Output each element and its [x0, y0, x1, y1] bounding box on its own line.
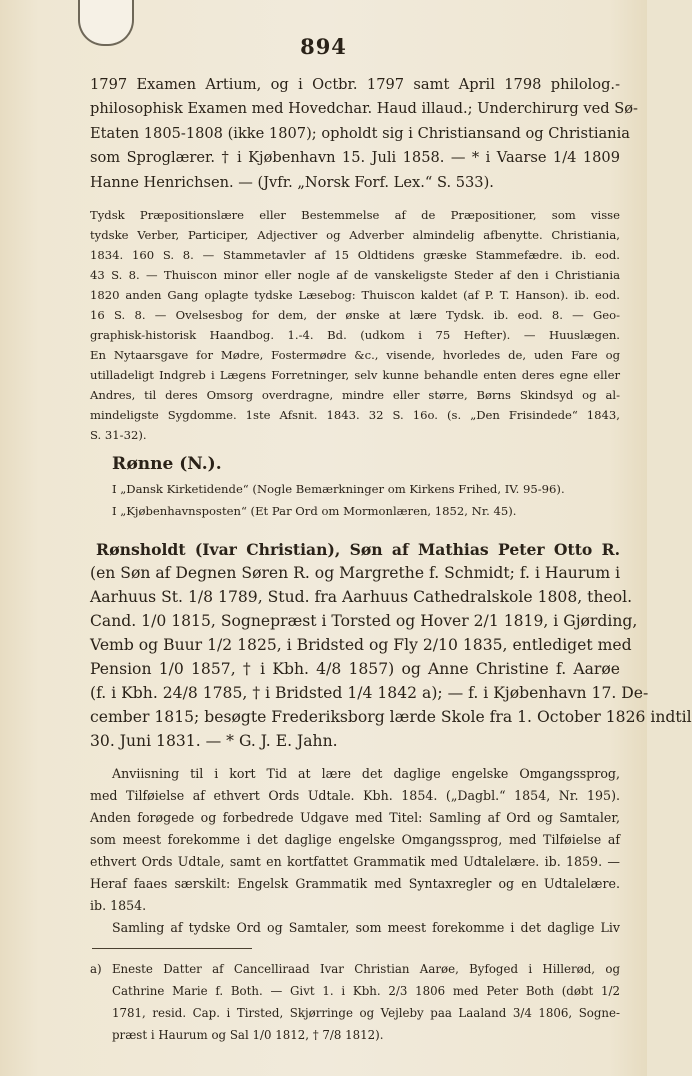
text-line: Andres, til deres Omsorg overdragne, mindre eller større, Børns Skindsyd og al-: [90, 388, 620, 402]
text-line: Anden forøgede og forbedrede Udgave med Titel: Samling af Ord og Samtaler,: [90, 810, 620, 825]
text-line: Pension 1/0 1857, † i Kbh. 4/8 1857) og Anne Christine f. Aarøe: [90, 660, 620, 678]
footnote-line: Cathrine Marie f. Both. — Givt 1. i Kbh. 2/3 1806 med Peter Both (døbt 1/2: [112, 984, 620, 998]
text-line: som meest forekomme i det daglige engelske Omgangssprog, med Tilføielse af: [90, 832, 620, 847]
footnote-line: 1781, resid. Cap. i Tirsted, Skjørringe og Vejleby paa Laaland 3/4 1806, Sogne-: [112, 1006, 620, 1020]
footnote-rule: [92, 948, 252, 949]
text-line: philosophisk Examen med Hovedchar. Haud illaud.; Underchirurg ved Sø-: [90, 100, 638, 117]
text-line: Aarhuus St. 1/8 1789, Stud. fra Aarhuus Cathedralskole 1808, theol.: [90, 588, 633, 606]
text-line: Vemb og Buur 1/2 1825, i Bridsted og Fly 2/10 1835, entlediget med: [90, 636, 632, 654]
footnote-line: a) Eneste Datter af Cancelliraad Ivar Christian Aarøe, Byfoged i Hillerød, og: [90, 962, 620, 976]
text-line: Heraf faaes særskilt: Engelsk Grammatik med Syntaxregler og en Udtalelære.: [90, 876, 620, 891]
text-line: utilladeligt Indgreb i Lægens Forretninger, selv kunne behandle enten deres egne eller: [90, 368, 620, 382]
text-line: Hanne Henrichsen. — (Jvfr. „Norsk Forf. Lex.“ S. 533).: [90, 174, 494, 191]
text-line: 1820 anden Gang oplagte tydske Læsebog: Thuiscon kaldet (af P. T. Hanson). ib. eod.: [90, 288, 620, 302]
text-line: Samling af tydske Ord og Samtaler, som meest forekomme i det daglige Liv: [112, 920, 620, 935]
text-line: mindeligste Sygdomme. 1ste Afsnit. 1843. 32 S. 16o. (s. „Den Frisindede“ 1843,: [90, 408, 620, 422]
text-line: 43 S. 8. — Thuiscon minor eller nogle af de vanskeligste Steder af den i Christiania: [90, 268, 620, 282]
footnote-line: præst i Haurum og Sal 1/0 1812, † 7/8 1812).: [112, 1028, 384, 1042]
text-line: 16 S. 8. — Ovelsesbog for dem, der ønske at lære Tydsk. ib. eod. 8. — Geo-: [90, 308, 620, 322]
entry-heading: Rønsholdt (Ivar Christian), Søn af Mathias Peter Otto R.: [96, 540, 620, 559]
text-line: I „Dansk Kirketidende“ (Nogle Bemærkninger om Kirkens Frihed, IV. 95-96).: [112, 482, 565, 496]
text-line: I „Kjøbenhavnsposten“ (Et Par Ord om Mormonlæren, 1852, Nr. 45).: [112, 504, 517, 518]
text-line: (f. i Kbh. 24/8 1785, † i Bridsted 1/4 1842 a); — f. i Kjøbenhavn 17. De-: [90, 684, 649, 702]
text-line: 1834. 160 S. 8. — Stammetavler af 15 Oldtidens græske Stammefædre. ib. eod.: [90, 248, 620, 262]
text-line: med Tilføielse af ethvert Ords Udtale. Kbh. 1854. („Dagbl.“ 1854, Nr. 195).: [90, 788, 620, 803]
text-line: cember 1815; besøgte Frederiksborg lærde Skole fra 1. October 1826 indtil: [90, 708, 692, 726]
text-line: ib. 1854.: [90, 898, 147, 913]
text-line: ethvert Ords Udtale, samt en kortfattet Grammatik med Udtalelære. ib. 1859. —: [90, 854, 620, 869]
text-line: Cand. 1/0 1815, Sognepræst i Torsted og Hover 2/1 1819, i Gjørding,: [90, 612, 638, 630]
text-line: som Sproglærer. † i Kjøbenhavn 15. Juli 1858. — * i Vaarse 1/4 1809: [90, 149, 620, 166]
entry-heading: Rønne (N.).: [112, 454, 222, 474]
text-line: Tydsk Præpositionslære eller Bestemmelse af de Præpositioner, som visse: [90, 208, 620, 222]
text-line: En Nytaarsgave for Mødre, Fostermødre &c., visende, hvorledes de, uden Fare og: [90, 348, 620, 362]
text-line: graphisk-historisk Haandbog. 1.-4. Bd. (udkom i 75 Hefter). — Huuslægen.: [90, 328, 620, 342]
text-line: tydske Verber, Participer, Adjectiver og Adverber almindelig afbenytte. Christiania,: [90, 228, 620, 242]
text-line: 1797 Examen Artium, og i Octbr. 1797 samt April 1798 philolog.-: [90, 76, 620, 93]
page-number: 894: [300, 34, 347, 59]
text-line: 30. Juni 1831. — * G. J. E. Jahn.: [90, 732, 338, 750]
text-line: S. 31-32).: [90, 428, 147, 442]
text-line: Etaten 1805-1808 (ikke 1807); opholdt sig i Christiansand og Christiania: [90, 125, 630, 142]
text-line: Anviisning til i kort Tid at lære det daglige engelske Omgangssprog,: [112, 766, 620, 781]
text-line: (en Søn af Degnen Søren R. og Margrethe f. Schmidt; f. i Haurum i: [90, 564, 621, 582]
